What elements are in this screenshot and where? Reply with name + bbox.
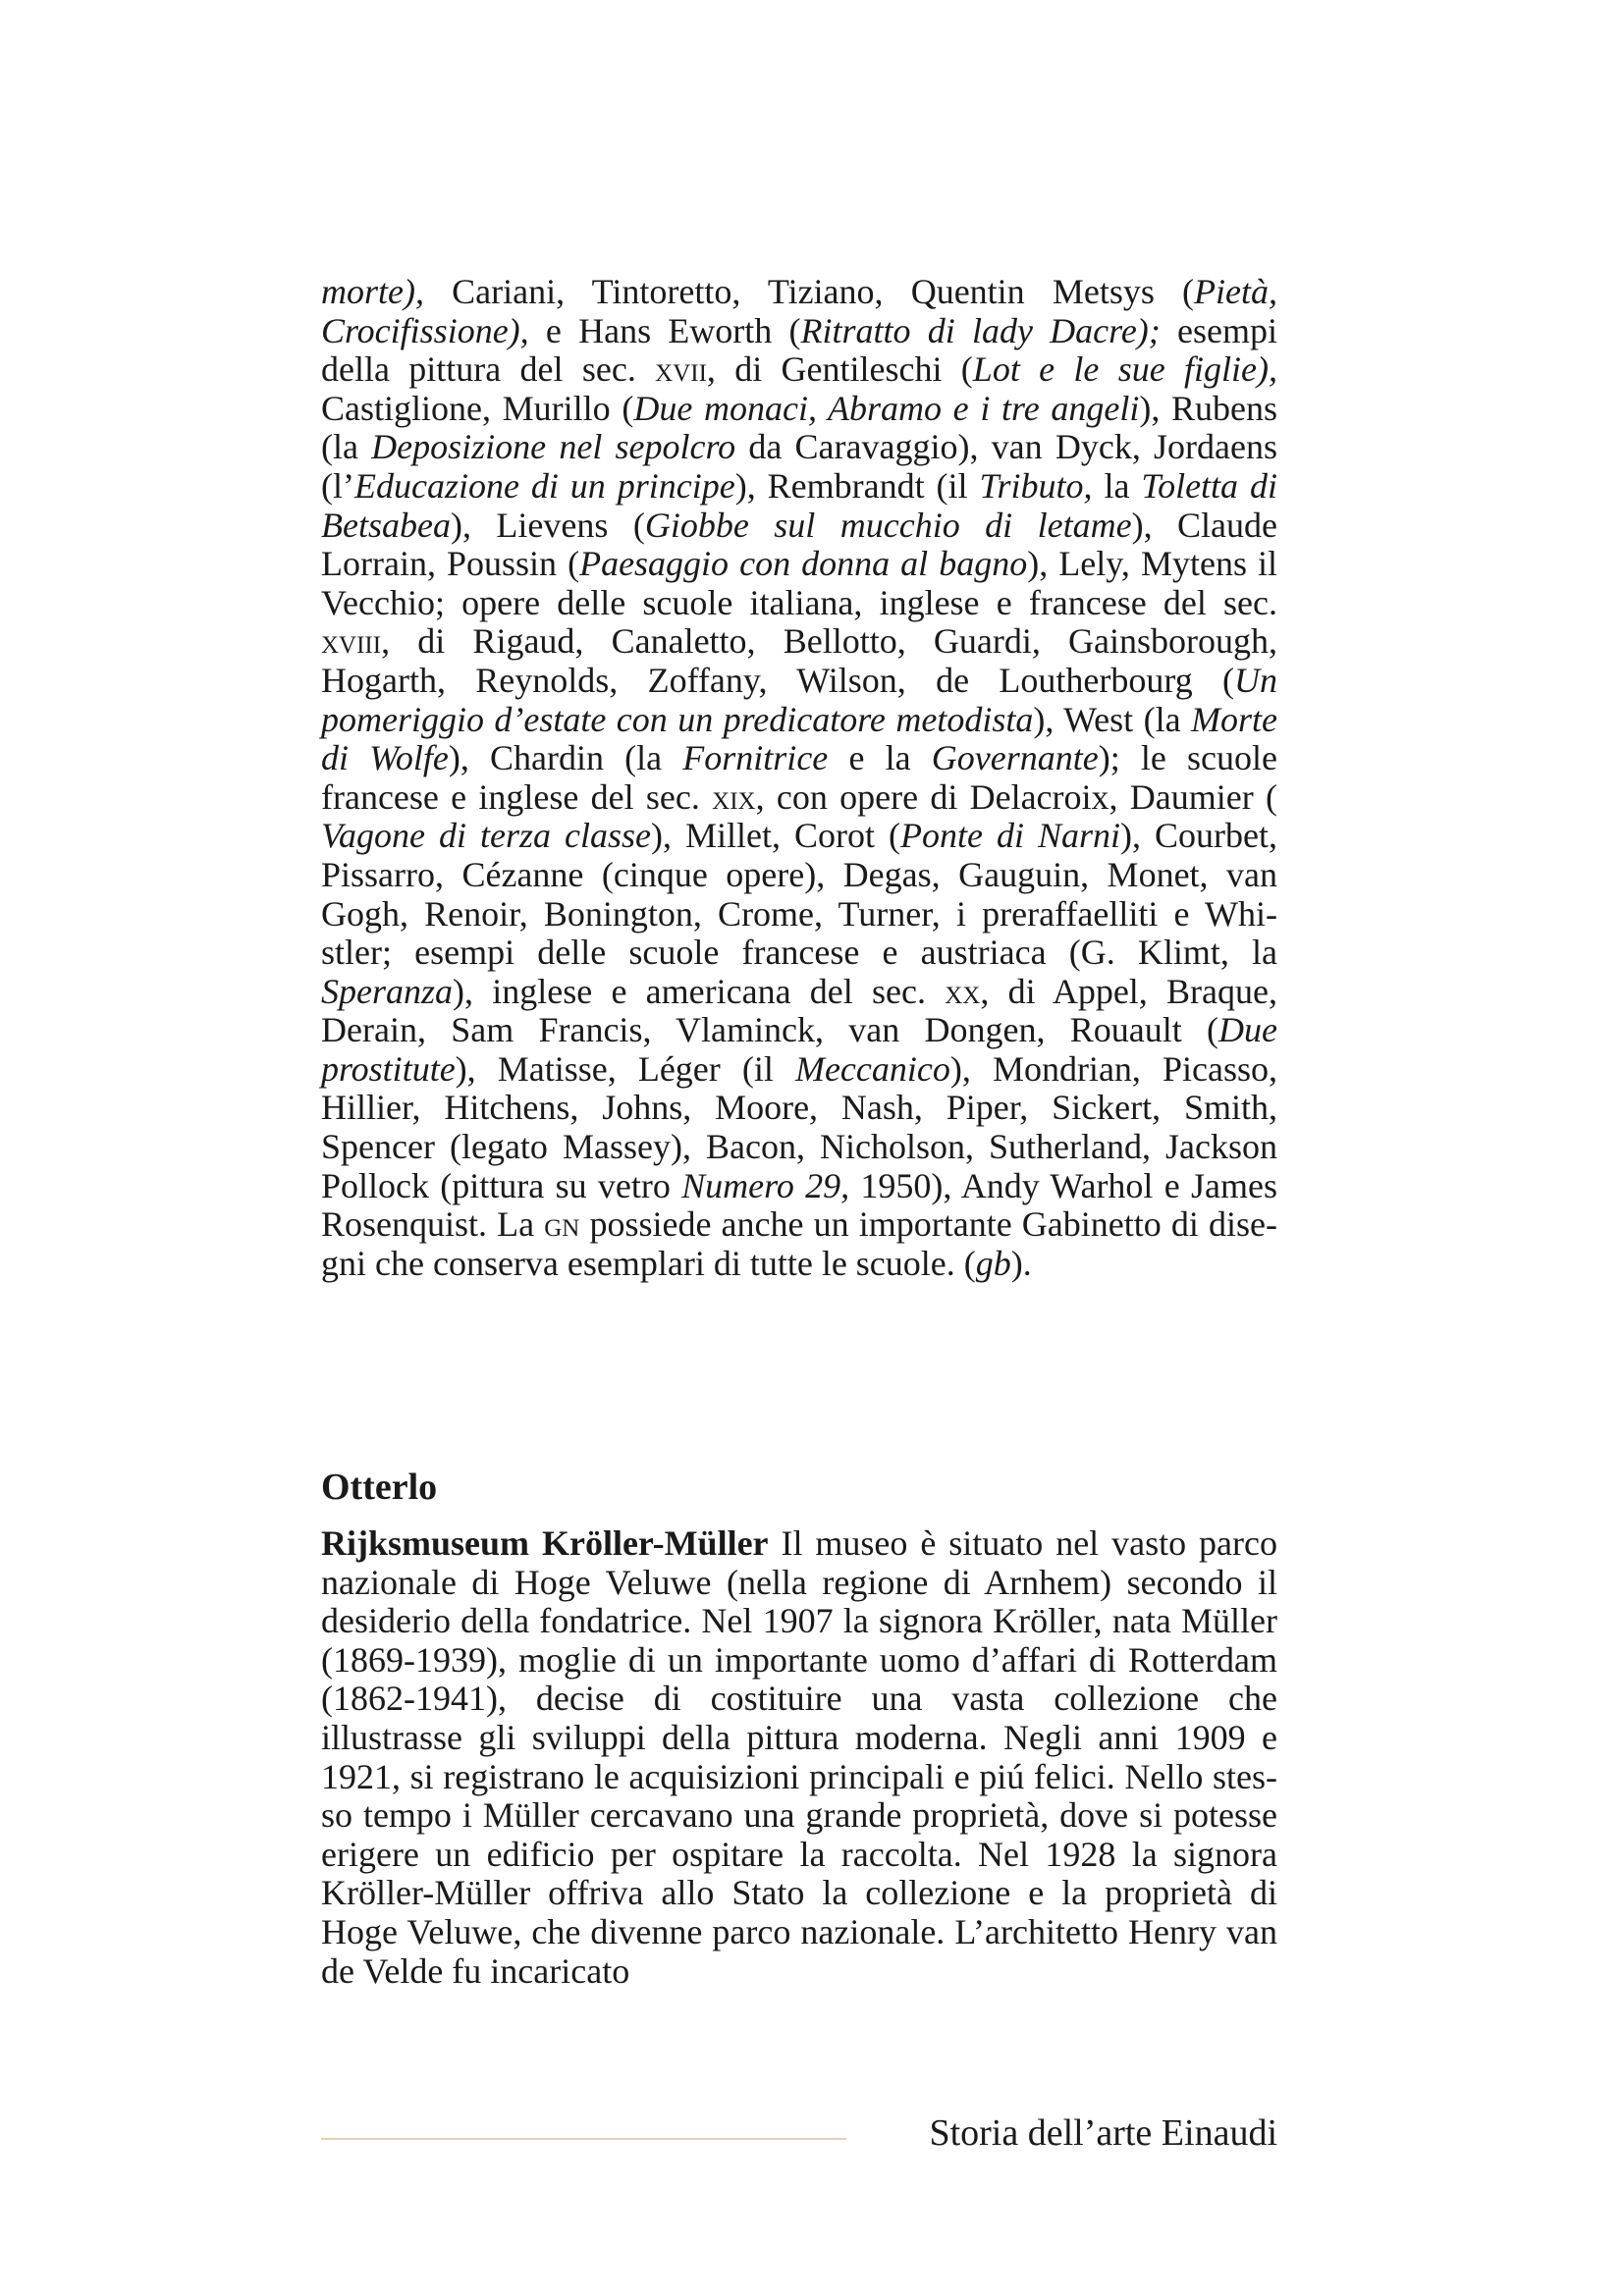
- artwork-title: Ponte di Narni: [900, 816, 1121, 856]
- text-run: da Caravaggio), van Dyck, Jordaens (l’: [321, 427, 1277, 506]
- artwork-title: gb: [975, 1243, 1011, 1283]
- text-run: la: [1092, 465, 1142, 506]
- body-paragraph-collection: [321, 273, 1277, 1283]
- text-run: ), Rubens (la: [321, 388, 1277, 467]
- artwork-title: Pietà, Crocifissione),: [321, 272, 1277, 350]
- artwork-title: Governante: [931, 738, 1099, 778]
- century-numeral: xviii: [321, 621, 382, 662]
- text-run: Il museo è situato nel vasto parco nazionale di Hoge Veluwe (nella regione di Arnhem) secondo il desiderio della fondatrice. Nel 1907 la signora Kröller, nata Müller (1869-1939), moglie di un importante uomo d’affari di Rotterdam (1862-1941), decise di costituire una vasta collezione che illustrasse gli sviluppi della pittura moderna. Negli anni 1909 e 1921, si registrano le acquisizioni principali e piú felici. Nello stesso tempo i Müller cercavano una grande proprietà, dove si potesse erigere un edificio per ospitare la raccolta. Nel 1928 la signora Kröller-Müller offriva allo Stato la collezione e la proprietà di Hoge Veluwe, che divenne parco nazionale. L’architetto Henry van de Velde fu incaricato: [321, 1523, 1277, 1991]
- text-run: 1950), Andy Warhol e James Rosenquist. La: [321, 1165, 1277, 1245]
- century-numeral: gn: [544, 1204, 580, 1245]
- text-run: ), West (la: [1033, 699, 1191, 739]
- text-run: ), Matisse, Léger (il: [455, 1048, 795, 1089]
- artwork-title: Ritratto di lady Dacre);: [800, 310, 1177, 350]
- artwork-title: Giobbe sul mucchio di letame: [644, 505, 1132, 545]
- century-numeral: xx: [945, 971, 981, 1011]
- artwork-title: Due prostitute: [321, 1010, 1277, 1089]
- text-run: e la: [828, 738, 932, 778]
- artwork-title: Toletta di Betsabea: [321, 465, 1277, 545]
- text-run: possiede anche un importante Gabinetto di disegni che conserva esemplari di tutte le scuole. (: [321, 1204, 1278, 1283]
- text-run: esempi della pittura del sec.: [321, 310, 1277, 390]
- text-run: ), Claude Lorrain, Poussin (: [321, 505, 1277, 584]
- museum-name: Rijksmuseum Kröller-Müller: [321, 1523, 769, 1563]
- century-numeral: xix: [712, 776, 756, 817]
- footer-title: Storia dell’arte Einaudi: [929, 2112, 1277, 2154]
- text-run: ), Lely, Mytens il Vecchio; opere delle scuole italiana, inglese e francese del sec.: [321, 544, 1277, 622]
- text-run: e Hans Eworth (: [545, 310, 801, 350]
- century-numeral: xvii: [655, 349, 707, 390]
- text-run: ), Lievens (: [450, 505, 645, 545]
- text-run: ), Chardin (la: [448, 738, 683, 778]
- artwork-title: Educazione di un principe: [353, 465, 735, 506]
- artwork-title: Due monaci, Abramo e i tre angeli: [633, 388, 1140, 428]
- artwork-title: Speranza: [321, 971, 453, 1011]
- artwork-title: Fornitrice: [682, 738, 829, 778]
- body-paragraph-otterlo: [321, 1524, 1277, 1991]
- text-run: ); le scuole francese e inglese del sec.: [321, 738, 1277, 817]
- text-run: ), Courbet, Pissarro, Cézanne (cinque opere), Degas, Gauguin, Monet, van Gogh, Renoir, Bonington, Crome, Turner, i preraffaelliti e Whistler; esempi delle scuole francese e austriaca (G. Klimt, la: [321, 816, 1278, 973]
- section-heading: Otterlo: [321, 1467, 438, 1508]
- text-run: , di Gentileschi (: [706, 349, 973, 390]
- artwork-title: Deposizione nel sepolcro: [371, 427, 736, 467]
- text-run: ), Mondrian, Picasso, Hillier, Hitchens, Johns, Moore, Nash, Piper, Sickert, Smith, Spencer (legato Massey), Bacon, Nicholson, Sutherland, Jackson Pollock (pittura su vetro: [321, 1048, 1278, 1205]
- text-run: ).: [1010, 1243, 1032, 1283]
- artwork-title: Lot e le sue figlie),: [972, 349, 1277, 390]
- text-run: ), inglese e americana del sec.: [453, 971, 946, 1011]
- artwork-title: Morte di Wolfe: [321, 699, 1277, 778]
- artwork-title: Tributo,: [979, 465, 1093, 506]
- text-run: Castiglione, Murillo (: [321, 388, 634, 428]
- artwork-title: Numero 29,: [681, 1165, 850, 1205]
- text-run: ), Millet, Corot (: [651, 816, 901, 856]
- text-run: , di Appel, Braque, Derain, Sam Francis, Vlaminck, van Dongen, Rouault (: [321, 971, 1277, 1050]
- artwork-title: morte),: [321, 272, 453, 311]
- text-run: Cariani, Tintoretto, Tiziano, Quentin Metsys (: [452, 272, 1195, 311]
- artwork-title: Meccanico: [794, 1048, 950, 1089]
- footer-rule: [321, 2138, 846, 2140]
- artwork-title: Un pomeriggio d’estate con un predicatore metodista: [321, 660, 1277, 739]
- text-run: ), Rembrandt (il: [734, 465, 980, 506]
- text-run: , con opere di Delacroix, Daumier (: [755, 776, 1278, 817]
- text-run: , di Rigaud, Canaletto, Bellotto, Guardi, Gainsborough, Hogarth, Reynolds, Zoffany, Wilson, de Loutherbourg (: [321, 621, 1277, 700]
- artwork-title: Vagone di terza classe: [321, 816, 651, 856]
- artwork-title: Paesaggio con donna al bagno: [579, 544, 1028, 584]
